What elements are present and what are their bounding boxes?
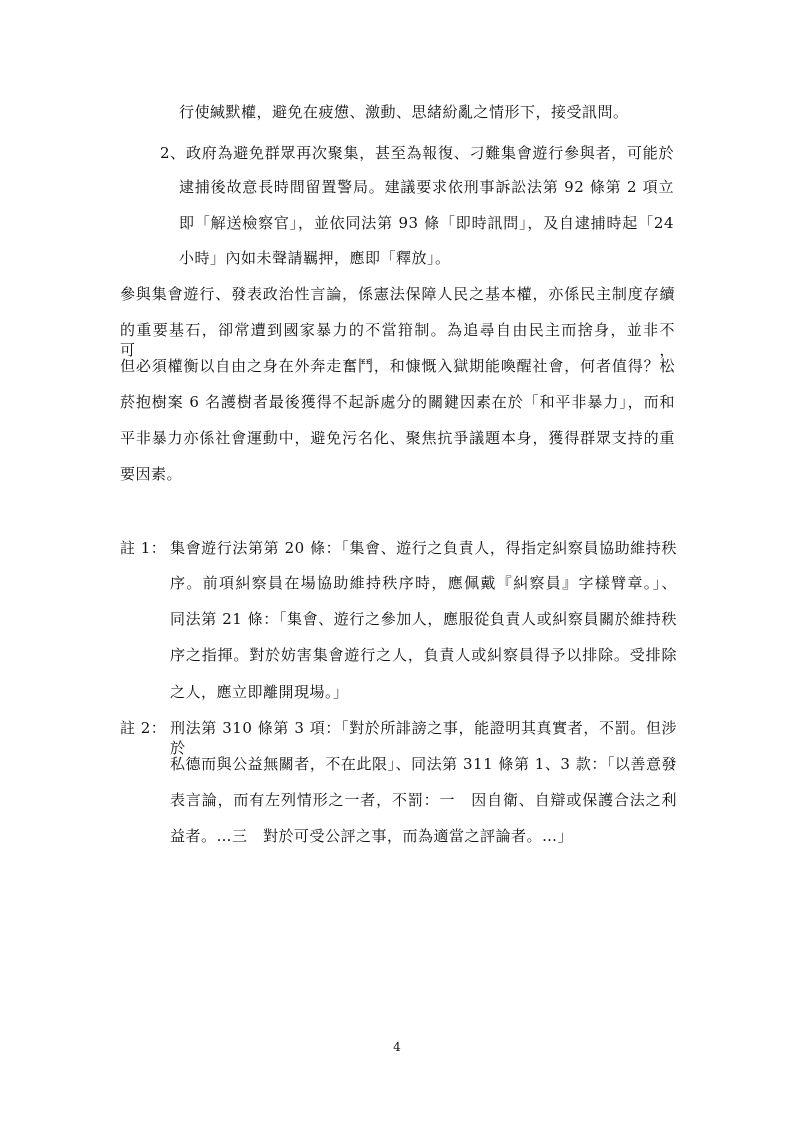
- note2-label: 註 2：: [120, 719, 167, 737]
- note2-line-2: 私德而與公益無關者，不在此限」、同法第 311 條第 1、3 款：「以善意發: [170, 755, 677, 773]
- paragraph-line-5: 平非暴力亦係社會運動中，避免污名化、聚焦抗爭議題本身，獲得群眾支持的重: [120, 429, 675, 447]
- note2-line-1: 刑法第 310 條第 3 項：「對於所誹謗之事，能證明其真實者，不罰。但涉於: [170, 719, 677, 757]
- note1-line-2: 序。前項糾察員在場協助維持秩序時，應佩戴『糾察員』字樣臂章。」、: [170, 574, 677, 592]
- paragraph-line-1: 參與集會遊行、發表政治性言論，係憲法保障人民之基本權，亦係民主制度存續: [120, 285, 675, 303]
- item1-line-1: 行使緘默權，避免在疲憊、激動、思緒紛亂之情形下，接受訊問。: [179, 103, 629, 121]
- paragraph-line-6: 要因素。: [120, 465, 183, 483]
- note1-label: 註 1：: [120, 539, 167, 557]
- item2-line-2: 逮捕後故意長時間留置警局。建議要求依刑事訴訟法第 92 條第 2 項立: [179, 178, 674, 196]
- paragraph-line-2: 的重要基石，卻常遭到國家暴力的不當箝制。為追尋自由民主而捨身，並非不可，: [120, 321, 675, 359]
- item2-line-1: 政府為避免群眾再次聚集，甚至為報復、刁難集會遊行參與者，可能於: [186, 144, 674, 162]
- note1-line-3: 同法第 21 條：「集會、遊行之參加人，應服從負責人或糾察員關於維持秩: [170, 610, 677, 628]
- page-number: 4: [393, 1040, 401, 1054]
- note2-line-3: 表言論，而有左列情形之一者，不罰：一 因自衛、自辯或保護合法之利: [170, 791, 677, 809]
- paragraph-line-4: 菸抱樹案 6 名護樹者最後獲得不起訴處分的關鍵因素在於「和平非暴力」，而和: [120, 393, 675, 411]
- item2-label: 2、: [160, 144, 186, 162]
- note2-line-4: 益者。…三 對於可受公評之事，而為適當之評論者。…」: [170, 827, 574, 845]
- note1-line-1: 集會遊行法第第 20 條：「集會、遊行之負責人，得指定糾察員協助維持秩: [170, 539, 677, 557]
- note1-line-4: 序之指揮。對於妨害集會遊行之人，負責人或糾察員得予以排除。受排除: [170, 646, 677, 664]
- paragraph-line-3: 但必須權衡以自由之身在外奔走奮鬥，和慷慨入獄期能喚醒社會，何者值得？松: [120, 357, 675, 375]
- item2-line-3: 即「解送檢察官」，並依同法第 93 條「即時訊問」，及自逮捕時起「24: [179, 214, 674, 232]
- item2-line-4: 小時」內如未聲請羈押，應即「釋放」。: [179, 249, 451, 267]
- note1-line-5: 之人，應立即離開現場。」: [170, 683, 349, 701]
